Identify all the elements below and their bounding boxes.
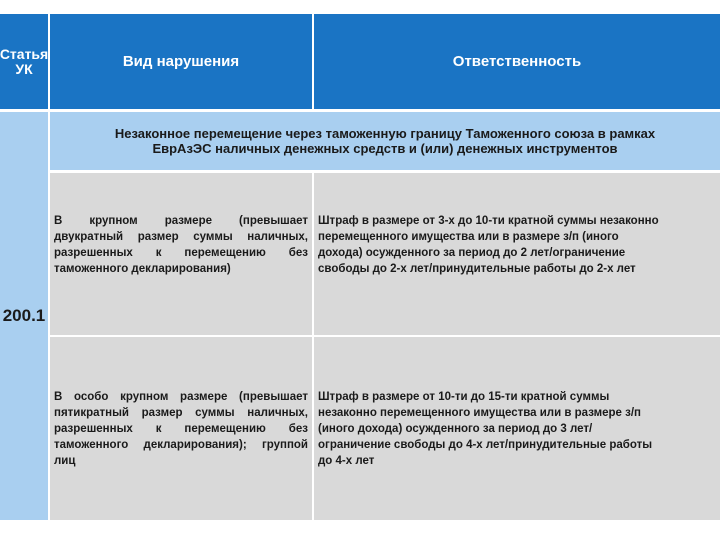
header-article-cell <box>0 14 48 109</box>
header-violation-cell <box>50 14 312 109</box>
article-number-cell <box>0 112 48 520</box>
row-1-responsibility-text: Штраф в размере от 3-х до 10-ти кратной суммы незаконно перемещенного имущества или в размере з/п (иного дохода) осужденного за период до 2 лет/ограничение свободы до 2-х лет/принудительные работы до 2-х лет <box>318 215 659 275</box>
header-responsibility-cell <box>314 14 720 109</box>
header-responsibility: Ответственность <box>452 53 582 70</box>
header-violation: Вид нарушения <box>122 53 240 70</box>
table-row-2-violation-cell <box>50 337 312 520</box>
row-1-violation-text: В крупном размере (превышает двукратный размер суммы наличных, разрешенных к перемещению без таможенного декларирования) <box>54 215 308 275</box>
row-2-responsibility-text: Штраф в размере от 10-ти до 15-ти кратной суммы незаконно перемещенного имущества или в размере з/п (иного дохода) осужденного за период до 3 лет/ограничение свободы до 4-х лет/принудительные работы до 4-х лет <box>318 391 653 467</box>
header-article-line1: Статья <box>0 45 49 62</box>
header-article-line2: УК <box>15 60 33 77</box>
table-row-1-responsibility-cell <box>314 173 720 335</box>
article-number: 200.1 <box>2 306 46 325</box>
row-2-violation-text: В особо крупном размере (превышает пятикратный размер суммы наличных, разрешенных к перемещению без таможенного декларирования); группой лиц <box>54 391 308 467</box>
table-row-1-violation-cell <box>50 173 312 335</box>
section-title-cell <box>50 112 720 170</box>
section-title: Незаконное перемещение через таможенную границу Таможенного союза в рамках ЕврАзЭС наличных денежных средств и (или) денежных инструментов <box>114 126 656 156</box>
table-row-2-responsibility-cell <box>314 337 720 520</box>
